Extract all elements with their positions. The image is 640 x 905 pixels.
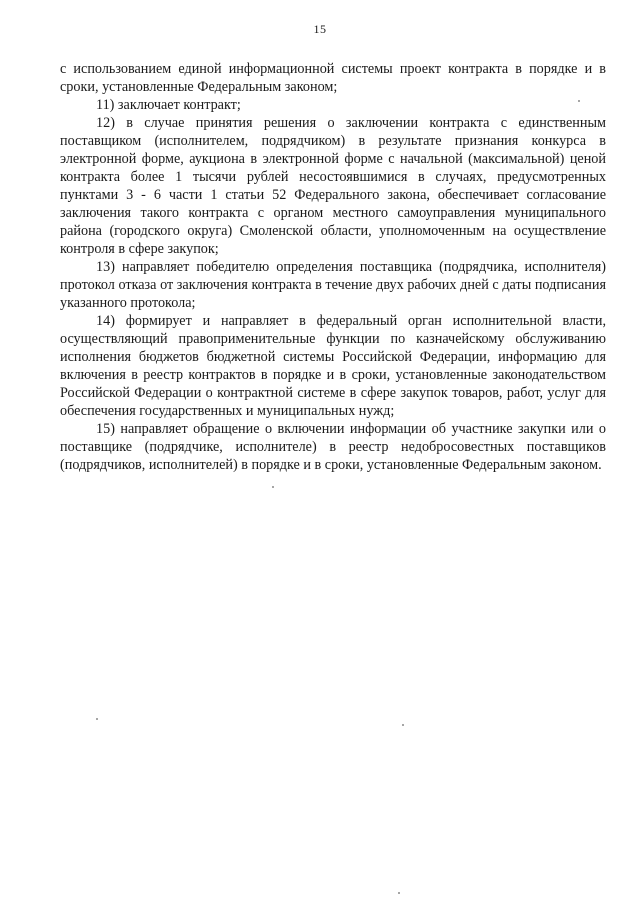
scan-speck [578, 100, 580, 102]
page-number: 15 [313, 22, 327, 36]
scan-speck [398, 892, 400, 894]
paragraph-item-11: 11) заключает контракт; [96, 97, 241, 113]
paragraph-item-12: 12) в случае принятия решения о заключении контракта с единственным поставщиком (исполнителем, подрядчиком) в результате признания конкурса в электронной форме, аукциона в электронной форме с начальной (максимальной) ценой контракта более 1 тысячи рублей несостоявшимися в случаях, предусмотренных пунктами 3 - 6 части 1 статьи 52 Федерального закона, обеспечивает согласование заключения такого контракта с органом местного самоуправления муниципального района (городского округа) Смоленской области, уполномоченным на осуществление контроля в сфере закупок; [60, 115, 606, 257]
scan-speck [402, 724, 404, 726]
paragraph-item-13: 13) направляет победителю определения поставщика (подрядчика, исполнителя) протокол отказа от заключения контракта в течение двух рабочих дней с даты подписания указанного протокола; [60, 259, 606, 311]
paragraph-item-14: 14) формирует и направляет в федеральный орган исполнительной власти, осуществляющий правоприменительные функции по казначейскому обслуживанию исполнения бюджетов бюджетной системы Российской Федерации, информацию для включения в реестр контрактов в порядке и в сроки, установленные законодательством Российской Федерации о контрактной системе в сфере закупок товаров, работ, услуг для обеспечения государственных и муниципальных нужд; [60, 313, 606, 419]
scan-speck [96, 718, 98, 720]
document-body [60, 60, 606, 474]
paragraph-item-15: 15) направляет обращение о включении информации об участнике закупки или о поставщике (подрядчике, исполнителе) в реестр недобросовестных поставщиков (подрядчиков, исполнителей) в порядке и в сроки, установленные Федеральным законом. [60, 421, 606, 473]
paragraph-continuation: с использованием единой информационной системы проект контракта в порядке и в сроки, установленные Федеральным законом; [60, 61, 606, 95]
scan-speck [272, 486, 274, 488]
